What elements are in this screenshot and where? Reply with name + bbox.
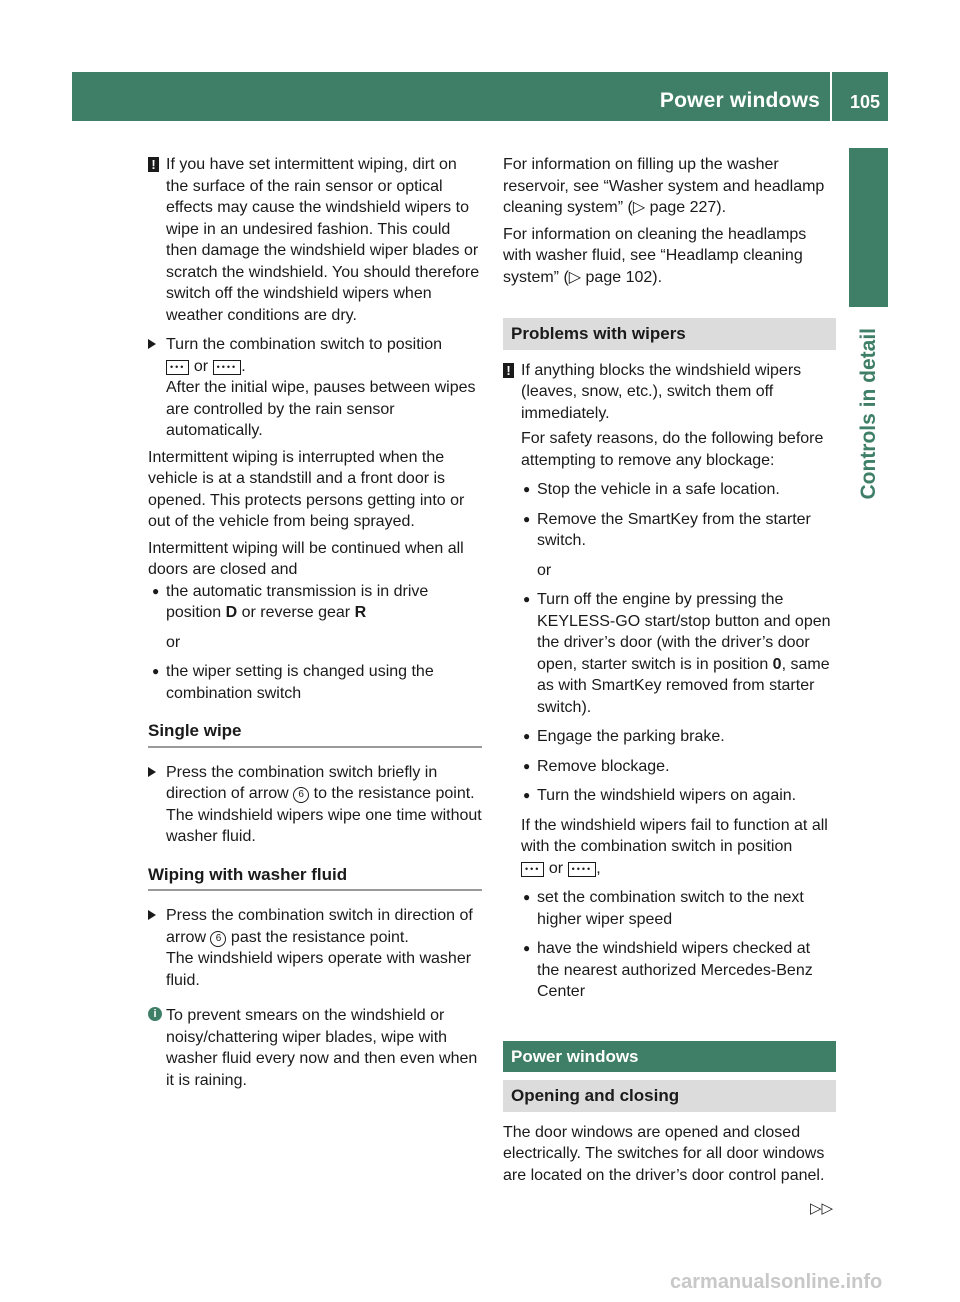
bullet-icon: ●: [523, 941, 531, 955]
warning-block: [503, 360, 836, 425]
list-item-text: have the windshield wipers checked at the nearest authorized Mercedes-Benz Center: [537, 940, 813, 1000]
right-column: [503, 154, 836, 1191]
list-item: [503, 479, 836, 501]
list-item: [503, 589, 836, 718]
side-tab-marker: [849, 148, 888, 307]
info-icon: i: [148, 1007, 162, 1021]
section-heading-single-wipe: Single wipe: [148, 720, 482, 748]
list-item-text: Remove the SmartKey from the starter switch.: [537, 510, 811, 549]
or-text: or: [166, 633, 181, 651]
intermittent-fast-symbol-icon: ••••: [568, 862, 597, 877]
step-arrow-icon: [148, 910, 156, 920]
header-divider: [830, 72, 832, 121]
list-item: [503, 509, 836, 552]
intermittent-symbol-icon: •••: [166, 360, 189, 375]
bullet-icon: ●: [523, 592, 531, 606]
list-item-text: , same as with SmartKey removed from starter switch).: [537, 655, 830, 716]
section-heading-opening-closing: Opening and closing: [503, 1080, 836, 1112]
list-item-text: set the combination switch to the next higher wiper speed: [537, 889, 804, 928]
paragraph: The door windows are opened and closed electrically. The switches for all door windows are located on the driver’s door control panel.: [503, 1123, 825, 1184]
step-text: Press the combination switch in direction of arrow: [166, 907, 473, 946]
bullet-icon: ●: [523, 482, 531, 496]
bullet-icon: ●: [152, 583, 160, 598]
info-block: [148, 1005, 482, 1091]
step-arrow-icon: [148, 767, 156, 777]
gear-position-r: R: [354, 604, 367, 621]
header-bar: [72, 72, 888, 121]
page-header-title: Power windows: [659, 89, 820, 112]
warning-text: If anything blocks the windshield wipers (leaves, snow, etc.), switch them off immediately.: [521, 361, 802, 422]
warning-text: If you have set intermittent wiping, dirt on the surface of the rain sensor or optical effects may cause the windshield wipers to wipe in an undesired fashion. This could then damage the windshield wiper blades or scratch the windshield. You should therefore switch off the windshield wipers when weather conditions are dry.: [166, 156, 480, 324]
section-heading-power-windows: Power windows: [503, 1041, 836, 1073]
paragraph-text: If the windshield wipers fail to function at all with the combination switch in position: [521, 816, 828, 855]
footer-watermark: carmanualsonline.info: [670, 1271, 883, 1293]
switch-position-0: 0: [772, 655, 782, 673]
bullet-icon: ●: [523, 511, 531, 526]
section-heading-problems: Problems with wipers: [503, 318, 836, 350]
warning-block: [148, 154, 482, 326]
step-text: past the resistance point.: [230, 928, 409, 946]
step-result-text: The windshield wipers operate with washer fluid.: [166, 950, 472, 989]
list-item: [503, 785, 836, 807]
list-item: [503, 756, 836, 778]
list-item-text: Turn off the engine by pressing the KEYLESS-GO start/stop button and open the driver’s door (with the driver’s door open, starter switch is in position: [537, 591, 831, 673]
list-item-text: Engage the parking brake.: [537, 728, 725, 745]
gear-position-d: D: [225, 604, 238, 621]
step-result-text: After the initial wipe, pauses between wipes are controlled by the rain sensor automatically.: [166, 379, 476, 439]
paragraph: [503, 815, 836, 880]
info-text: To prevent smears on the windshield or noisy/chattering wiper blades, wipe with washer fluid every now and then even when it is raining.: [166, 1007, 478, 1089]
paragraph-text: ,: [596, 859, 601, 877]
list-item: [503, 887, 836, 930]
list-item-text: or reverse gear: [241, 604, 351, 621]
step-result-text: The windshield wipers wipe one time without washer fluid.: [166, 806, 482, 845]
step-text: or: [193, 357, 209, 375]
instruction-step: [148, 762, 482, 848]
side-tab-label: [849, 316, 888, 512]
side-tab-label-text: Controls in detail: [856, 328, 880, 500]
bullet-icon: ●: [523, 729, 531, 743]
warning-icon: !: [148, 157, 159, 172]
instruction-step: [148, 905, 482, 991]
left-column: [148, 154, 482, 1091]
list-item-text: Remove blockage.: [537, 757, 670, 775]
paragraph: Intermittent wiping will be continued when all doors are closed and: [148, 539, 464, 578]
list-item-text: Turn the windshield wipers on again.: [537, 787, 797, 804]
list-item-text: Stop the vehicle in a safe location.: [537, 481, 780, 498]
list-item: [148, 581, 482, 624]
intermittent-fast-symbol-icon: ••••: [213, 360, 242, 375]
step-text: Turn the combination switch to position: [166, 336, 442, 353]
page-number: 105: [849, 92, 880, 112]
warning-icon: !: [503, 363, 514, 378]
section-heading-washer: Wiping with washer fluid: [148, 864, 482, 892]
bullet-icon: ●: [152, 664, 160, 678]
bullet-icon: ●: [523, 890, 531, 904]
continue-arrow-icon: ▷▷: [810, 1200, 834, 1217]
list-item: [148, 661, 482, 704]
arrow-6-icon: 6: [293, 787, 309, 803]
list-item: [503, 726, 836, 748]
paragraph: For safety reasons, do the following before attempting to remove any blockage:: [521, 430, 824, 469]
list-item: [503, 938, 836, 1003]
bullet-icon: ●: [523, 758, 531, 773]
step-arrow-icon: [148, 339, 156, 349]
paragraph-text: or: [548, 859, 564, 877]
instruction-step: Turn the combination switch to position ••• or •••• . After the initial wipe, pauses between wipes are controlled by the rain sensor automatically.: [148, 334, 482, 442]
intermittent-symbol-icon: •••: [521, 862, 544, 877]
step-text: to the resistance point.: [313, 785, 475, 802]
step-text: Press the combination switch briefly in direction of arrow: [166, 763, 438, 802]
or-text: or: [537, 561, 552, 579]
list-item-text: the automatic transmission is in drive position: [166, 582, 429, 621]
list-item-text: the wiper setting is changed using the combination switch: [166, 663, 434, 702]
arrow-6-icon: 6: [210, 931, 226, 947]
paragraph: For information on cleaning the headlamps with washer fluid, see “Headlamp cleaning system” (▷ page 102).: [503, 225, 807, 286]
paragraph: Intermittent wiping is interrupted when the vehicle is at a standstill and a front door is opened. This protects persons getting into or out of the vehicle from being sprayed.: [148, 448, 465, 530]
bullet-icon: ●: [523, 788, 531, 802]
paragraph: For information on filling up the washer reservoir, see “Washer system and headlamp cleaning system” (▷ page 227).: [503, 156, 825, 216]
